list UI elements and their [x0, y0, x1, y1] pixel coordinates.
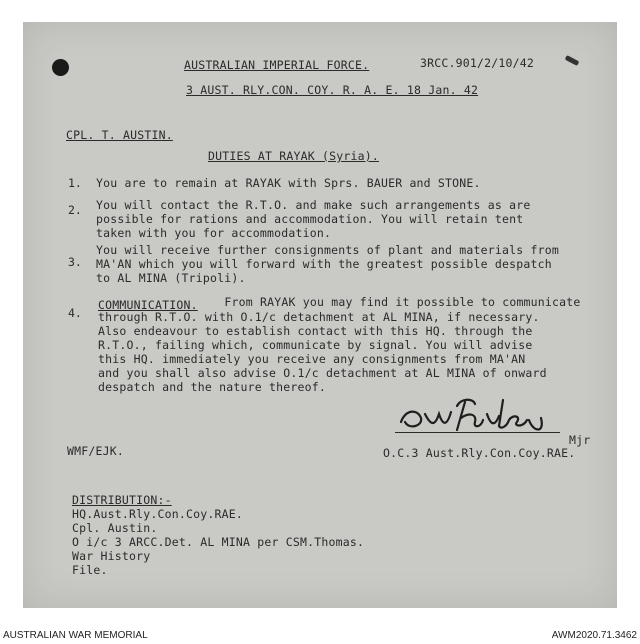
document-title: DUTIES AT RAYAK (Syria). [208, 149, 379, 163]
distribution-line: HQ.Aust.Rly.Con.Coy.RAE. [72, 507, 243, 521]
distribution-line: Cpl. Austin. [72, 521, 158, 535]
signatory-rank: Mjr [569, 433, 591, 447]
item-number: 2. [68, 203, 82, 217]
item-line: You will contact the R.T.O. and make such arrangements as are [96, 198, 531, 212]
item-line: possible for rations and accommodation. You will retain tent [96, 212, 524, 226]
punch-hole [52, 59, 69, 76]
item-line: taken with you for accommodation. [96, 226, 332, 240]
item-number: 3. [68, 255, 82, 269]
signatory-title: O.C.3 Aust.Rly.Con.Coy.RAE. [383, 446, 576, 460]
distribution-line: O i/c 3 ARCC.Det. AL MINA per CSM.Thomas. [72, 535, 365, 549]
item-line: and you shall also advise O.1/c detachment at AL MINA of onward [98, 366, 547, 380]
footer-accession-number: AWM2020.71.3462 [551, 630, 637, 641]
item-heading: COMMUNICATION. [98, 298, 198, 312]
item-line: From RAYAK you may find it possible to communicate [203, 295, 581, 309]
addressee: CPL. T. AUSTIN. [66, 128, 173, 142]
signature-line [395, 432, 560, 433]
item-line: to AL MINA (Tripoli). [96, 271, 246, 285]
item-number: 4. [68, 306, 82, 320]
item-line: MA'AN which you will forward with the greatest possible despatch [96, 257, 552, 271]
item-line: Also endeavour to establish contact with this HQ. through the [98, 324, 533, 338]
typist-initials: WMF/EJK. [67, 444, 124, 458]
item-line: You are to remain at RAYAK with Sprs. BAUER and STONE. [96, 176, 481, 190]
footer-institution: AUSTRALIAN WAR MEMORIAL [3, 630, 148, 641]
item-line: R.T.O., failing which, communicate by signal. You will advise [98, 338, 533, 352]
header-org: AUSTRALIAN IMPERIAL FORCE. [184, 58, 370, 72]
item-line: You will receive further consignments of plant and materials from [96, 243, 560, 257]
header-unit-line: 3 AUST. RLY.CON. COY. R. A. E. 18 Jan. 42 [186, 83, 479, 97]
distribution-line: War History [72, 549, 151, 563]
item-line: despatch and the nature thereof. [98, 380, 326, 394]
item-number: 1. [68, 176, 82, 190]
archive-footer [0, 628, 640, 644]
distribution-heading: DISTRIBUTION:- [72, 493, 172, 507]
distribution-line: File. [72, 563, 108, 577]
item-line: through R.T.O. with O.1/c detachment at AL MINA, if necessary. [98, 310, 540, 324]
handwritten-signature [395, 392, 565, 436]
item-line: this HQ. immediately you receive any consignments from MA'AN [98, 352, 526, 366]
header-ref: 3RCC.901/2/10/42 [420, 56, 534, 70]
